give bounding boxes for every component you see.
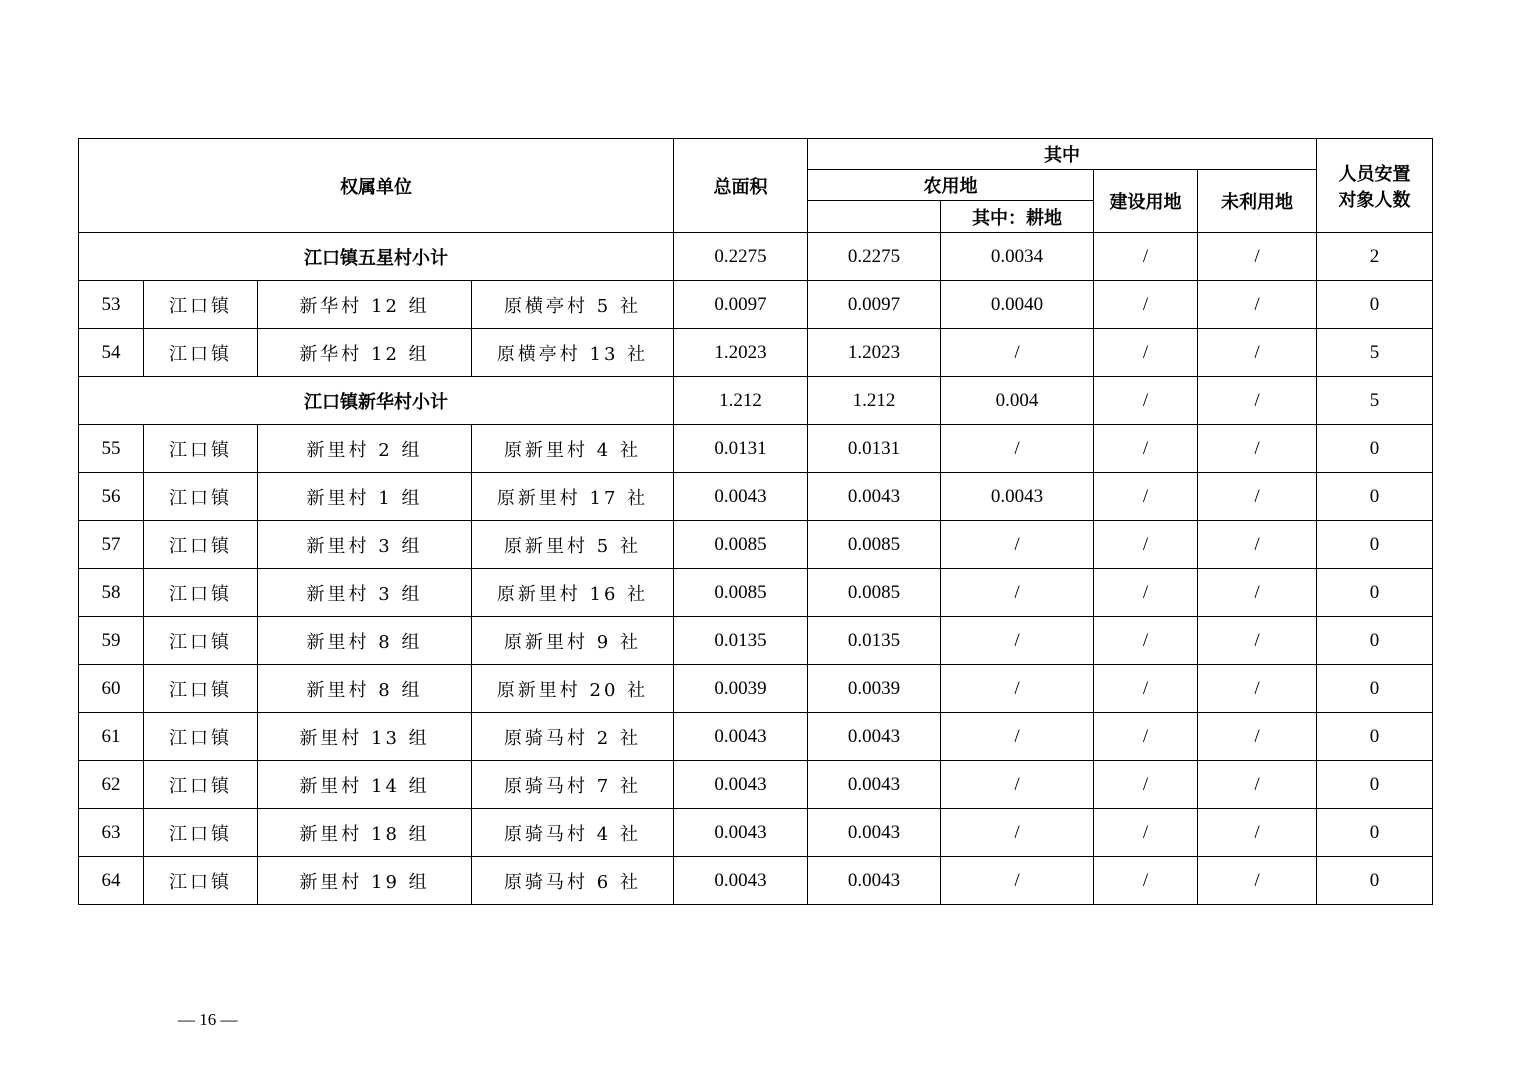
cell-group: 新里村 19 组: [258, 857, 472, 905]
cell-agricultural: 0.0043: [808, 713, 941, 761]
cell-no: 58: [79, 569, 144, 617]
cell-group: 新里村 3 组: [258, 569, 472, 617]
cell-no: 63: [79, 809, 144, 857]
cell-unused: /: [1198, 569, 1317, 617]
cell-total-area: 0.0135: [674, 617, 808, 665]
cell-persons: 0: [1317, 473, 1433, 521]
subtotal-row-wuxing: [79, 233, 1433, 281]
cell-former: 原新里村 4 社: [472, 425, 674, 473]
cell-total-area: 0.0043: [674, 857, 808, 905]
cell-group: 新里村 8 组: [258, 665, 472, 713]
cell-agricultural: 1.2023: [808, 329, 941, 377]
cell-group: 新华村 12 组: [258, 329, 472, 377]
cell-construction: /: [1094, 761, 1198, 809]
cell-cultivated: /: [941, 713, 1094, 761]
table-row: [79, 281, 1433, 329]
header-total-area: 总面积: [674, 139, 808, 233]
cell-total-area: 1.2023: [674, 329, 808, 377]
cell-former: 原横亭村 13 社: [472, 329, 674, 377]
subtotal-row-xinhua: [79, 377, 1433, 425]
cell-group: 新里村 13 组: [258, 713, 472, 761]
cell-total-area: 1.212: [674, 377, 808, 425]
cell-no: 60: [79, 665, 144, 713]
cell-former: 原新里村 5 社: [472, 521, 674, 569]
cell-town: 江口镇: [144, 425, 258, 473]
cell-former: 原新里村 17 社: [472, 473, 674, 521]
table-row: [79, 425, 1433, 473]
table-row: [79, 857, 1433, 905]
subtotal-label: 江口镇新华村小计: [79, 377, 674, 425]
cell-cultivated: /: [941, 569, 1094, 617]
cell-town: 江口镇: [144, 521, 258, 569]
cell-group: 新里村 14 组: [258, 761, 472, 809]
cell-persons: 2: [1317, 233, 1433, 281]
cell-former: 原骑马村 2 社: [472, 713, 674, 761]
page-number: — 16 —: [178, 1010, 238, 1029]
cell-agricultural: 0.0043: [808, 761, 941, 809]
header-unused-land: 未利用地: [1198, 170, 1317, 233]
cell-total-area: 0.0043: [674, 809, 808, 857]
cell-unused: /: [1198, 281, 1317, 329]
table-row: [79, 713, 1433, 761]
cell-unused: /: [1198, 521, 1317, 569]
cell-town: 江口镇: [144, 857, 258, 905]
cell-former: 原骑马村 7 社: [472, 761, 674, 809]
cell-total-area: 0.2275: [674, 233, 808, 281]
cell-persons: 0: [1317, 665, 1433, 713]
table-row: [79, 665, 1433, 713]
cell-former: 原新里村 20 社: [472, 665, 674, 713]
cell-cultivated: 0.0034: [941, 233, 1094, 281]
cell-group: 新华村 12 组: [258, 281, 472, 329]
cell-unused: /: [1198, 617, 1317, 665]
cell-persons: 0: [1317, 713, 1433, 761]
table-row: [79, 809, 1433, 857]
cell-construction: /: [1094, 329, 1198, 377]
header-construction-land: 建设用地: [1094, 170, 1198, 233]
header-resettlement-line2: 对象人数: [1338, 189, 1411, 211]
cell-cultivated: /: [941, 425, 1094, 473]
subtotal-label: 江口镇五星村小计: [79, 233, 674, 281]
cell-total-area: 0.0043: [674, 761, 808, 809]
cell-group: 新里村 8 组: [258, 617, 472, 665]
cell-no: 55: [79, 425, 144, 473]
cell-no: 57: [79, 521, 144, 569]
header-ownership-unit: 权属单位: [79, 139, 674, 233]
cell-group: 新里村 1 组: [258, 473, 472, 521]
cell-no: 53: [79, 281, 144, 329]
cell-town: 江口镇: [144, 473, 258, 521]
cell-cultivated: /: [941, 329, 1094, 377]
cell-town: 江口镇: [144, 617, 258, 665]
cell-construction: /: [1094, 569, 1198, 617]
cell-former: 原骑马村 4 社: [472, 809, 674, 857]
cell-construction: /: [1094, 473, 1198, 521]
cell-construction: /: [1094, 281, 1198, 329]
cell-group: 新里村 2 组: [258, 425, 472, 473]
cell-agricultural: 0.0085: [808, 569, 941, 617]
cell-cultivated: 0.0040: [941, 281, 1094, 329]
cell-persons: 0: [1317, 809, 1433, 857]
cell-cultivated: /: [941, 665, 1094, 713]
cell-persons: 0: [1317, 569, 1433, 617]
cell-construction: /: [1094, 521, 1198, 569]
cell-persons: 0: [1317, 281, 1433, 329]
table-row: [79, 521, 1433, 569]
cell-town: 江口镇: [144, 281, 258, 329]
cell-unused: /: [1198, 377, 1317, 425]
header-of-which-cultivated: 其中：耕地: [941, 201, 1094, 233]
cell-unused: /: [1198, 665, 1317, 713]
cell-town: 江口镇: [144, 569, 258, 617]
cell-no: 56: [79, 473, 144, 521]
cell-unused: /: [1198, 329, 1317, 377]
header-of-which: 其中: [808, 139, 1317, 170]
cell-agricultural: 0.0085: [808, 521, 941, 569]
cell-unused: /: [1198, 713, 1317, 761]
cell-agricultural: 0.0039: [808, 665, 941, 713]
cell-cultivated: /: [941, 857, 1094, 905]
cell-construction: /: [1094, 377, 1198, 425]
cell-no: 64: [79, 857, 144, 905]
cell-agricultural: 0.0043: [808, 473, 941, 521]
cell-agricultural: 0.0043: [808, 857, 941, 905]
cell-agricultural: 1.212: [808, 377, 941, 425]
cell-unused: /: [1198, 473, 1317, 521]
cell-unused: /: [1198, 809, 1317, 857]
cell-town: 江口镇: [144, 665, 258, 713]
cell-unused: /: [1198, 425, 1317, 473]
cell-agricultural: 0.0043: [808, 809, 941, 857]
cell-former: 原横亭村 5 社: [472, 281, 674, 329]
cell-town: 江口镇: [144, 809, 258, 857]
cell-no: 54: [79, 329, 144, 377]
table-row: [79, 473, 1433, 521]
cell-agricultural: 0.0135: [808, 617, 941, 665]
cell-total-area: 0.0043: [674, 473, 808, 521]
cell-construction: /: [1094, 233, 1198, 281]
cell-agricultural: 0.2275: [808, 233, 941, 281]
cell-construction: /: [1094, 857, 1198, 905]
cell-cultivated: /: [941, 761, 1094, 809]
table-row: [79, 761, 1433, 809]
cell-unused: /: [1198, 761, 1317, 809]
cell-town: 江口镇: [144, 713, 258, 761]
header-resettlement: [1317, 139, 1433, 233]
cell-persons: 0: [1317, 521, 1433, 569]
cell-construction: /: [1094, 713, 1198, 761]
cell-cultivated: /: [941, 617, 1094, 665]
cell-total-area: 0.0043: [674, 713, 808, 761]
header-resettlement-line1: 人员安置: [1338, 163, 1411, 185]
cell-persons: 0: [1317, 617, 1433, 665]
cell-former: 原新里村 9 社: [472, 617, 674, 665]
cell-persons: 5: [1317, 377, 1433, 425]
cell-construction: /: [1094, 617, 1198, 665]
cell-total-area: 0.0039: [674, 665, 808, 713]
cell-construction: /: [1094, 665, 1198, 713]
table-row: [79, 617, 1433, 665]
cell-construction: /: [1094, 809, 1198, 857]
cell-cultivated: /: [941, 809, 1094, 857]
cell-unused: /: [1198, 857, 1317, 905]
cell-group: 新里村 3 组: [258, 521, 472, 569]
cell-total-area: 0.0131: [674, 425, 808, 473]
cell-persons: 0: [1317, 857, 1433, 905]
cell-cultivated: 0.0043: [941, 473, 1094, 521]
cell-cultivated: 0.004: [941, 377, 1094, 425]
cell-total-area: 0.0097: [674, 281, 808, 329]
header-agricultural-blank: [808, 201, 941, 233]
cell-former: 原骑马村 6 社: [472, 857, 674, 905]
cell-construction: /: [1094, 425, 1198, 473]
cell-total-area: 0.0085: [674, 521, 808, 569]
cell-persons: 0: [1317, 425, 1433, 473]
cell-no: 59: [79, 617, 144, 665]
cell-persons: 5: [1317, 329, 1433, 377]
cell-group: 新里村 18 组: [258, 809, 472, 857]
cell-total-area: 0.0085: [674, 569, 808, 617]
cell-cultivated: /: [941, 521, 1094, 569]
cell-former: 原新里村 16 社: [472, 569, 674, 617]
cell-no: 62: [79, 761, 144, 809]
header-agricultural-land: 农用地: [808, 170, 1094, 201]
table-row: [79, 569, 1433, 617]
cell-town: 江口镇: [144, 761, 258, 809]
cell-agricultural: 0.0131: [808, 425, 941, 473]
cell-unused: /: [1198, 233, 1317, 281]
table-row: [79, 329, 1433, 377]
cell-no: 61: [79, 713, 144, 761]
land-table: [78, 138, 1433, 905]
cell-town: 江口镇: [144, 329, 258, 377]
cell-persons: 0: [1317, 761, 1433, 809]
cell-agricultural: 0.0097: [808, 281, 941, 329]
